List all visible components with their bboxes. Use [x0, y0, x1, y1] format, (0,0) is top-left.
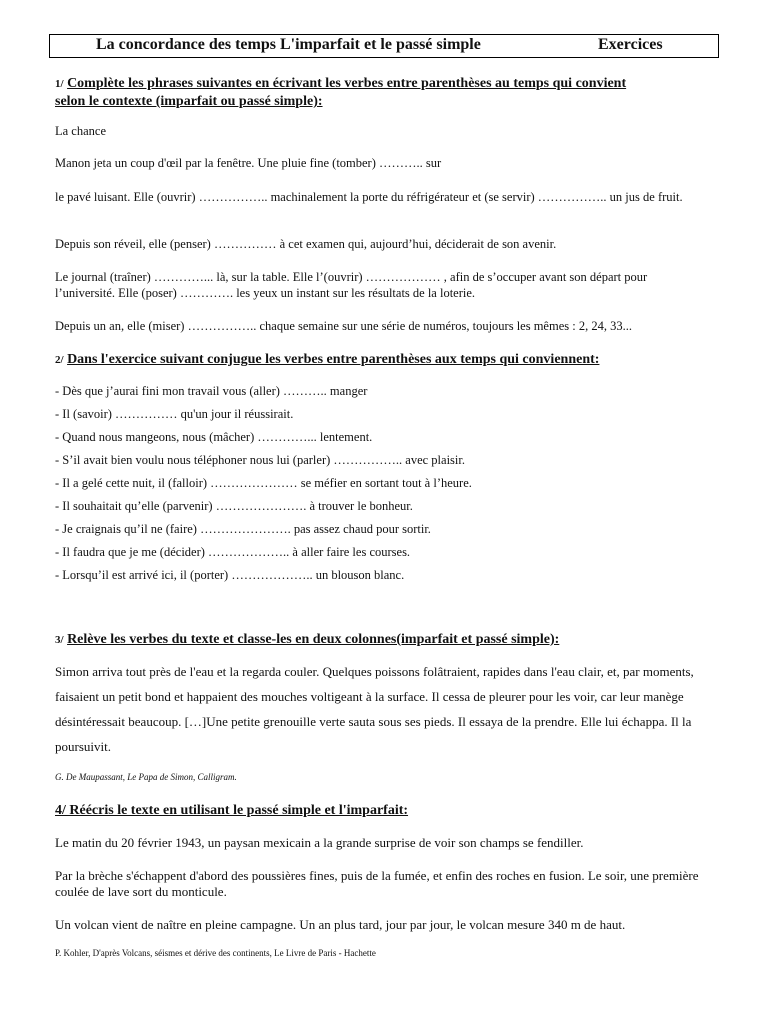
- exercise-1-sentence-5: Depuis un an, elle (miser) …………….. chaque semaine sur une série de numéros, toujours les mêmes : 2, 24, 33...: [55, 319, 632, 333]
- exercise-1-sentence-4: Le journal (traîner) …………... là, sur la table. Elle l’(ouvrir) ……………… , afin de s’occuper avant son départ pour l’université. Elle (poser) …………. les yeux un instant sur les résultats de la loterie.: [55, 270, 648, 300]
- exercise-2-item: - Il (savoir) …………… qu'un jour il réussirait.: [55, 407, 294, 421]
- exercise-2-instruction: Dans l'exercice suivant conjugue les verbes entre parenthèses aux temps qui conviennent:: [67, 352, 600, 367]
- exercise-2-heading: [55, 351, 715, 369]
- exercise-3-instruction: Relève les verbes du texte et classe-les en deux colonnes(imparfait et passé simple):: [67, 632, 560, 647]
- exercise-3-passage: Simon arriva tout près de l'eau et la regarda couler. Quelques poissons folâtraient, rapides dans l'eau clair, et, par moments, faisaient un petit bond et happaient des mouches voltigeant à la surface. Il cessa de pleurer pour les voir, car leur manège désintéressait beaucoup. […]Une petite grenouille verte sauta sous ses pieds. Il essaya de la prendre. Elle lui échappa. Il la poursuivit.: [55, 664, 694, 754]
- page-title: La concordance des temps L'imparfait et le passé simple: [96, 36, 481, 53]
- exercise-1-sentence-2: le pavé luisant. Elle (ouvrir) …………….. machinalement la porte du réfrigérateur et (se servir) …………….. un jus de fruit.: [55, 190, 683, 204]
- exercise-4-heading: [55, 802, 715, 819]
- exercise-2-item: - Dès que j’aurai fini mon travail vous (aller) ……….. manger: [55, 384, 368, 398]
- exercise-2-item: - Il faudra que je me (décider) ……………….. à aller faire les courses.: [55, 545, 411, 559]
- exercise-3-number: 3/: [55, 634, 64, 646]
- exercise-3-heading: [55, 631, 715, 649]
- exercise-4-paragraph-1: Le matin du 20 février 1943, un paysan mexicain a la grande surprise de voir son champs se fendiller.: [55, 835, 584, 850]
- exercise-1-number: 1/: [55, 78, 64, 90]
- page-label: Exercices: [598, 36, 663, 53]
- title-box: [49, 34, 719, 58]
- exercise-1-sentence-1: Manon jeta un coup d'œil par la fenêtre. Une pluie fine (tomber) ……….. sur: [55, 156, 442, 170]
- exercise-4-paragraph-3: Un volcan vient de naître en pleine campagne. Un an plus tard, jour par jour, le volcan mesure 340 m de haut.: [55, 917, 626, 932]
- exercise-2-item: - Lorsqu’il est arrivé ici, il (porter) ……………….. un blouson blanc.: [55, 568, 405, 582]
- exercise-2-item: - S’il avait bien voulu nous téléphoner nous lui (parler) …………….. avec plaisir.: [55, 453, 465, 467]
- exercise-2-item: - Quand nous mangeons, nous (mâcher) …………... lentement.: [55, 430, 373, 444]
- exercise-4-paragraph-2: Par la brèche s'échappent d'abord des poussières fines, puis de la fumée, et enfin des roches en fusion. Le soir, une première coulée de lave sort du monticule.: [55, 868, 699, 899]
- exercise-4-instruction: 4/ Réécris le texte en utilisant le passé simple et l'imparfait:: [55, 803, 409, 818]
- exercise-1-heading: [55, 75, 715, 110]
- exercise-2-item: - Il souhaitait qu’elle (parvenir) …………………. à trouver le bonheur.: [55, 499, 413, 513]
- exercise-1-instruction-line2: selon le contexte (imparfait ou passé simple):: [55, 94, 323, 109]
- exercise-1-sentence-3: Depuis son réveil, elle (penser) …………… à cet examen qui, aujourd’hui, déciderait de son avenir.: [55, 237, 557, 251]
- exercise-3-citation: G. De Maupassant, Le Papa de Simon, Calligram.: [55, 772, 237, 782]
- exercise-2-item: - Je craignais qu’il ne (faire) …………………. pas assez chaud pour sortir.: [55, 522, 431, 536]
- exercise-2-number: 2/: [55, 354, 64, 366]
- exercise-4-source: P. Kohler, D'après Volcans, séismes et dérive des continents, Le Livre de Paris - Hachette: [55, 948, 376, 958]
- exercise-2-item: - Il a gelé cette nuit, il (falloir) ………………… se méfier en sortant tout à l’heure.: [55, 476, 472, 490]
- exercise-1-instruction-line1: Complète les phrases suivantes en écrivant les verbes entre parenthèses au temps qui convient: [67, 76, 627, 91]
- exercise-1-subtitle: La chance: [55, 124, 107, 138]
